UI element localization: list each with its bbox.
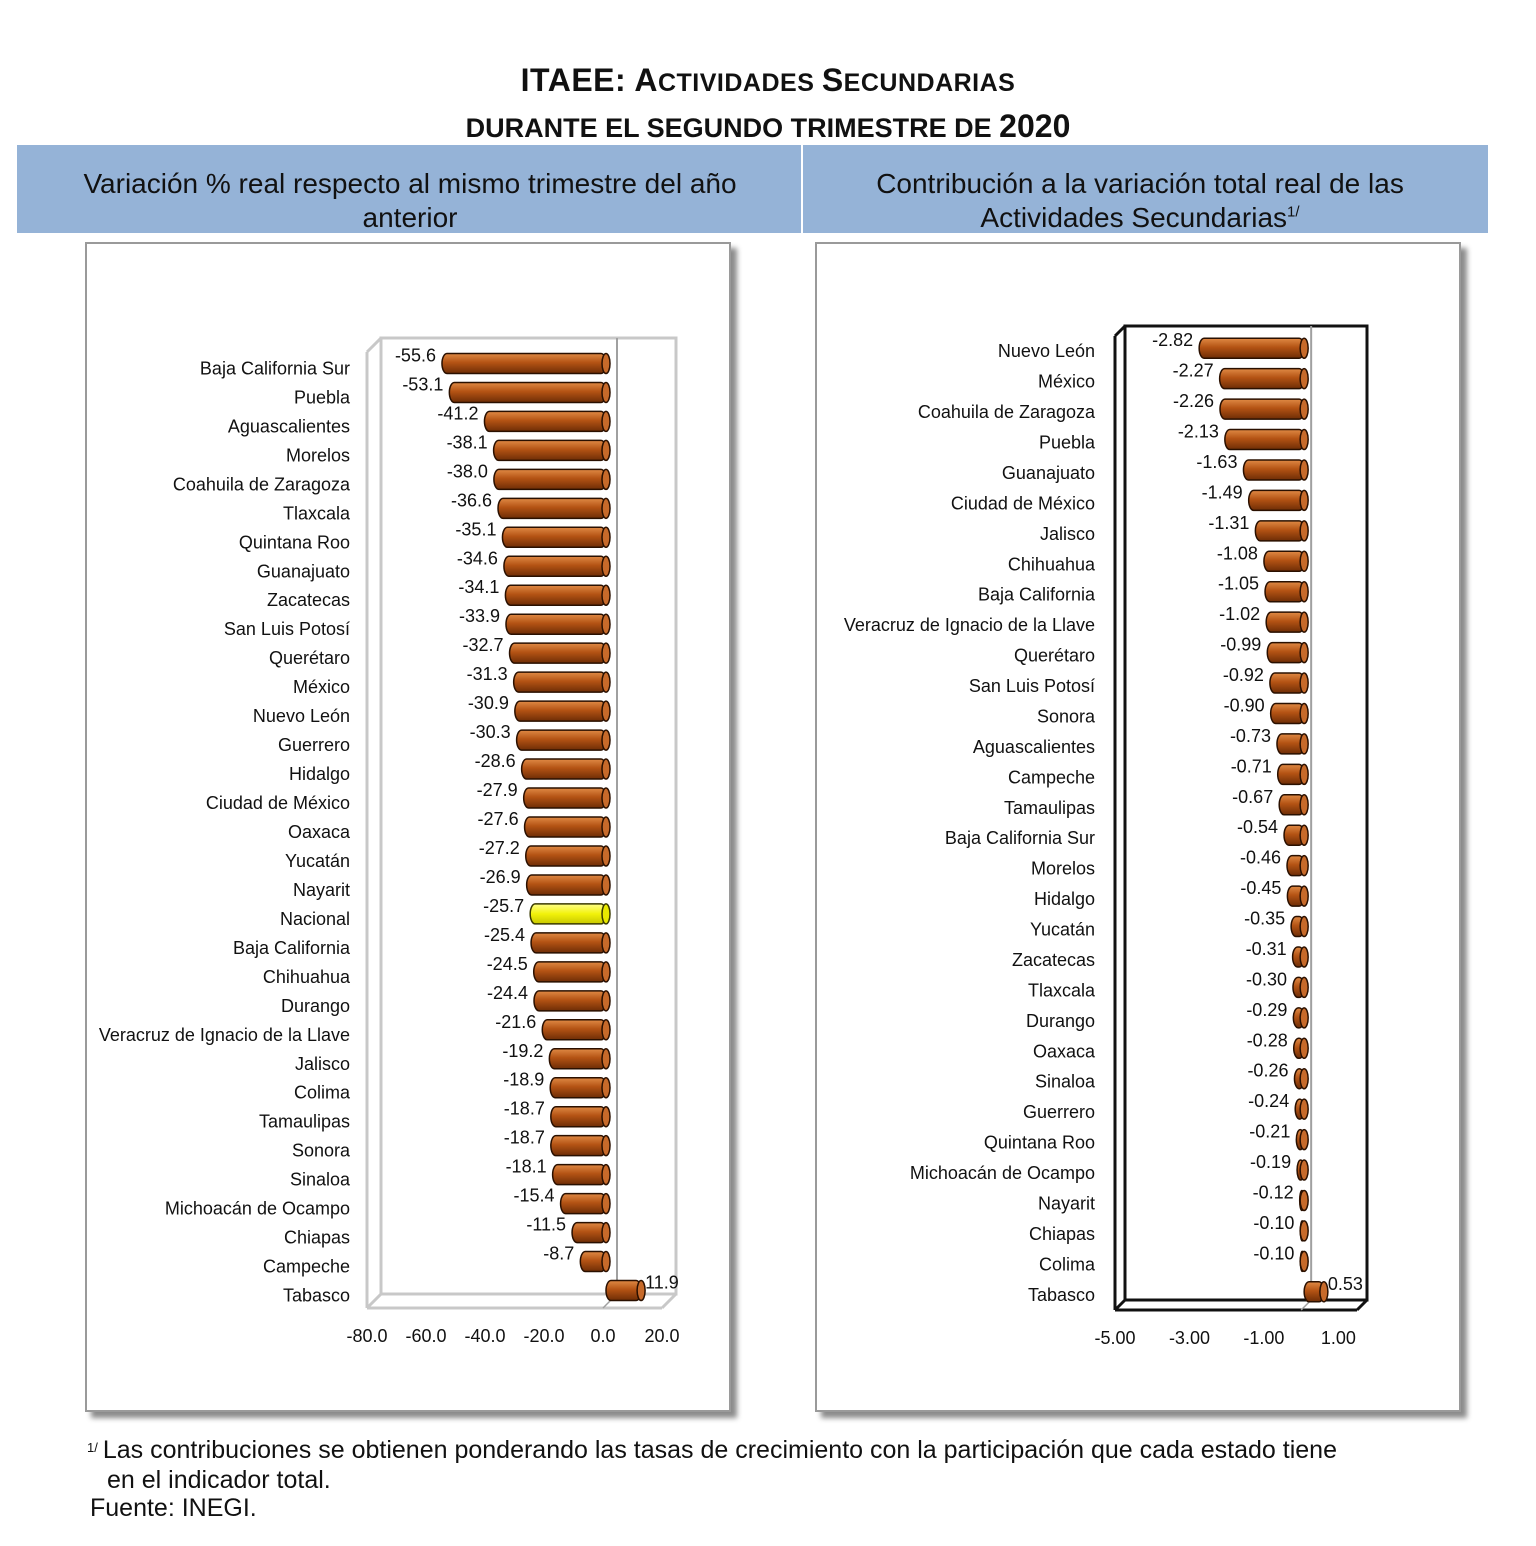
bar-baja-california-sur bbox=[442, 353, 610, 373]
data-label: -2.82 bbox=[1152, 330, 1194, 351]
data-label: -15.4 bbox=[513, 1185, 555, 1206]
data-label: -11.5 bbox=[526, 1214, 567, 1235]
bar-yucatan bbox=[1291, 917, 1308, 937]
data-label: -18.9 bbox=[503, 1069, 545, 1090]
category-label: Jalisco bbox=[294, 1053, 350, 1074]
bar-san-luis-potosi bbox=[1270, 673, 1308, 693]
left-bar-chart bbox=[87, 244, 729, 1410]
data-label: -18.7 bbox=[503, 1127, 545, 1148]
bar-nuevo-leon bbox=[1199, 338, 1308, 358]
bar-jalisco bbox=[1255, 521, 1308, 541]
bar-chiapas bbox=[572, 1223, 610, 1243]
bar-coahuila-de-zaragoza bbox=[494, 469, 610, 489]
bar-campeche bbox=[1278, 764, 1308, 784]
category-label: San Luis Potosí bbox=[223, 619, 350, 640]
category-label: Tlaxcala bbox=[282, 503, 350, 524]
data-label: -34.1 bbox=[458, 577, 500, 598]
category-label: Colima bbox=[1038, 1254, 1095, 1275]
data-label: -0.30 bbox=[1245, 969, 1287, 990]
data-label: -38.0 bbox=[446, 461, 488, 482]
bar-coahuila-de-zaragoza bbox=[1220, 399, 1308, 419]
category-label: Coahuila de Zaragoza bbox=[172, 474, 350, 495]
data-label: -33.9 bbox=[458, 606, 500, 627]
category-label: Campeche bbox=[1007, 767, 1095, 788]
bar-sinaloa bbox=[1294, 1069, 1308, 1089]
bar-guanajuato bbox=[1243, 460, 1308, 480]
data-label: -0.29 bbox=[1246, 999, 1288, 1020]
source-note: Fuente: INEGI. bbox=[90, 1494, 257, 1522]
bar-aguascalientes bbox=[484, 411, 610, 431]
data-label: -26.9 bbox=[479, 866, 521, 887]
category-label: Guerrero bbox=[277, 735, 350, 756]
data-label: -24.5 bbox=[486, 953, 528, 974]
data-label: -0.92 bbox=[1222, 665, 1264, 686]
data-label: -1.08 bbox=[1216, 543, 1258, 564]
category-label: Baja California Sur bbox=[199, 358, 350, 379]
category-label: Zacatecas bbox=[1011, 949, 1095, 970]
data-label: -2.27 bbox=[1172, 360, 1214, 381]
category-label: Puebla bbox=[293, 387, 350, 408]
data-label: -1.05 bbox=[1218, 573, 1260, 594]
data-label: -0.19 bbox=[1250, 1152, 1292, 1173]
category-label: Guanajuato bbox=[1001, 462, 1095, 483]
bar-baja-california-sur bbox=[1284, 825, 1308, 845]
bar-campeche bbox=[580, 1252, 610, 1272]
data-label: -41.2 bbox=[437, 403, 479, 424]
category-label: Campeche bbox=[262, 1256, 350, 1277]
data-label: -0.10 bbox=[1253, 1212, 1295, 1233]
data-label: -24.4 bbox=[486, 982, 529, 1003]
category-label: Veracruz de Ignacio de la Llave bbox=[843, 615, 1095, 636]
category-label: Aguascalientes bbox=[972, 736, 1095, 757]
bar-queretaro bbox=[510, 643, 610, 663]
bar-chiapas bbox=[1300, 1221, 1308, 1241]
bar-guanajuato bbox=[504, 556, 610, 576]
x-tick-label: -20.0 bbox=[523, 1326, 565, 1346]
bar-puebla bbox=[449, 382, 610, 402]
data-label: -28.6 bbox=[474, 751, 516, 772]
bar-ciudad-de-mexico bbox=[1249, 490, 1308, 510]
category-label: Nayarit bbox=[292, 879, 350, 900]
data-label: -34.6 bbox=[456, 548, 498, 569]
bar-guerrero bbox=[517, 730, 610, 750]
category-label: México bbox=[1037, 371, 1095, 392]
category-label: Chihuahua bbox=[1007, 554, 1095, 575]
x-tick-label: 1.00 bbox=[1320, 1328, 1356, 1348]
category-label: Tlaxcala bbox=[1027, 980, 1095, 1001]
data-label: -0.12 bbox=[1252, 1182, 1294, 1203]
bar-oaxaca bbox=[525, 817, 610, 837]
x-tick-label: 20.0 bbox=[644, 1326, 680, 1346]
bar-morelos bbox=[1287, 856, 1308, 876]
bar-veracruz-de-ignacio-de-la-llave bbox=[1266, 612, 1308, 632]
category-label: Nuevo León bbox=[252, 706, 350, 727]
category-label: Ciudad de México bbox=[205, 793, 350, 814]
right-chart-panel bbox=[815, 242, 1461, 1412]
data-label: -0.46 bbox=[1239, 847, 1282, 868]
category-label: Quintana Roo bbox=[983, 1132, 1095, 1153]
category-label: Chiapas bbox=[1028, 1223, 1095, 1244]
data-label: -0.90 bbox=[1223, 695, 1265, 716]
data-label: -1.31 bbox=[1208, 512, 1250, 533]
category-label: Nuevo León bbox=[997, 341, 1095, 362]
data-label: 0.53 bbox=[1327, 1273, 1363, 1294]
bar-durango bbox=[1293, 1008, 1308, 1028]
data-label: -0.24 bbox=[1248, 1091, 1290, 1112]
data-label: -8.7 bbox=[543, 1243, 575, 1264]
subtitle: DURANTE EL SEGUNDO TRIMESTRE DE 2020 bbox=[465, 108, 1071, 144]
bar-michoacan-de-ocampo bbox=[1297, 1160, 1308, 1180]
category-label: San Luis Potosí bbox=[968, 676, 1095, 697]
data-label: -18.1 bbox=[505, 1156, 547, 1177]
data-label: 11.9 bbox=[645, 1272, 679, 1293]
data-label: -0.21 bbox=[1249, 1121, 1291, 1142]
bar-tamaulipas bbox=[551, 1107, 610, 1127]
data-label: -31.3 bbox=[466, 664, 508, 685]
bar-tlaxcala bbox=[498, 498, 610, 518]
category-label: Sinaloa bbox=[1034, 1071, 1095, 1092]
x-tick-label: -5.00 bbox=[1094, 1328, 1136, 1348]
x-tick-label: -1.00 bbox=[1243, 1328, 1285, 1348]
bar-oaxaca bbox=[1294, 1038, 1308, 1058]
category-label: Veracruz de Ignacio de la Llave bbox=[98, 1024, 350, 1045]
data-label: -1.49 bbox=[1201, 482, 1243, 503]
bar-morelos bbox=[494, 440, 610, 460]
bar-chihuahua bbox=[1264, 551, 1308, 571]
category-label: Hidalgo bbox=[1033, 889, 1095, 910]
data-label: -25.7 bbox=[483, 895, 525, 916]
category-label: Zacatecas bbox=[266, 590, 350, 611]
category-label: Tamaulipas bbox=[1003, 797, 1095, 818]
category-label: Colima bbox=[293, 1082, 350, 1103]
bar-yucatan bbox=[526, 846, 610, 866]
x-tick-label: 0.0 bbox=[590, 1326, 616, 1346]
category-label: Tabasco bbox=[1027, 1284, 1095, 1305]
bar-queretaro bbox=[1267, 643, 1308, 663]
bar-aguascalientes bbox=[1277, 734, 1308, 754]
bar-durango bbox=[534, 991, 610, 1011]
footnote-ref: 1/ bbox=[1287, 203, 1300, 221]
data-label: -30.9 bbox=[467, 693, 509, 714]
category-label: Oaxaca bbox=[1032, 1041, 1095, 1062]
data-label: -53.1 bbox=[402, 374, 444, 395]
category-label: Yucatán bbox=[284, 850, 350, 871]
data-label: -21.6 bbox=[495, 1011, 537, 1032]
data-label: -0.67 bbox=[1232, 786, 1274, 807]
main-title: ITAEE: ACTIVIDADES SECUNDARIAS bbox=[520, 62, 1016, 98]
category-label: Guanajuato bbox=[256, 561, 350, 582]
data-label: -36.6 bbox=[450, 490, 493, 511]
category-label: Aguascalientes bbox=[227, 416, 350, 437]
footnote: $^{1/}$ Las contribuciones se obtienen ponderando las tasas de crecimiento con la participación que cada estado tiene en el indicador total. bbox=[87, 1436, 1337, 1494]
category-label: Morelos bbox=[285, 445, 350, 466]
category-label: Michoacán de Ocampo bbox=[164, 1198, 350, 1219]
left-chart-panel bbox=[85, 242, 731, 1412]
x-tick-label: -80.0 bbox=[346, 1326, 388, 1346]
data-label: -0.35 bbox=[1244, 908, 1286, 929]
right-bar-chart bbox=[817, 244, 1459, 1410]
category-label: Tamaulipas bbox=[258, 1111, 350, 1132]
category-label: Oaxaca bbox=[287, 822, 350, 842]
bar-michoacan-de-ocampo bbox=[561, 1194, 610, 1214]
bar-chihuahua bbox=[534, 962, 610, 982]
category-label: Chiapas bbox=[283, 1227, 350, 1248]
category-label: Puebla bbox=[1038, 432, 1095, 453]
category-label: Sonora bbox=[1036, 706, 1095, 727]
category-label: Sinaloa bbox=[289, 1169, 350, 1190]
bar-san-luis-potosi bbox=[506, 614, 610, 634]
x-tick-label: -60.0 bbox=[405, 1326, 447, 1346]
category-label: Sonora bbox=[291, 1140, 350, 1161]
bar-mexico bbox=[1220, 369, 1309, 389]
x-tick-label: -40.0 bbox=[464, 1326, 506, 1346]
data-label: -27.6 bbox=[477, 809, 519, 829]
bar-sonora bbox=[551, 1136, 610, 1156]
category-label: Ciudad de México bbox=[950, 493, 1095, 514]
category-label: Coahuila de Zaragoza bbox=[917, 402, 1095, 423]
bar-mexico bbox=[514, 672, 610, 692]
bar-quintana-roo bbox=[502, 527, 610, 547]
bar-tamaulipas bbox=[1279, 795, 1308, 815]
bar-tlaxcala bbox=[1293, 977, 1308, 997]
category-label: Jalisco bbox=[1039, 523, 1095, 544]
bar-sinaloa bbox=[553, 1165, 610, 1185]
bar-hidalgo bbox=[1287, 886, 1308, 906]
data-label: -0.26 bbox=[1247, 1060, 1289, 1081]
data-label: -0.28 bbox=[1246, 1030, 1288, 1051]
data-label: -32.7 bbox=[462, 635, 504, 656]
data-label: -0.54 bbox=[1237, 817, 1279, 838]
bar-guerrero bbox=[1295, 1099, 1308, 1119]
category-label: Hidalgo bbox=[288, 764, 350, 785]
bar-nacional bbox=[530, 904, 610, 924]
bar-zacatecas bbox=[1293, 947, 1309, 967]
data-label: -30.3 bbox=[469, 722, 511, 743]
data-label: -2.13 bbox=[1177, 421, 1219, 442]
bar-tabasco bbox=[606, 1281, 645, 1301]
data-label: -27.2 bbox=[478, 837, 520, 858]
category-label: México bbox=[292, 677, 350, 698]
category-label: Tabasco bbox=[282, 1285, 350, 1306]
bar-nuevo-leon bbox=[515, 701, 610, 721]
data-label: -1.63 bbox=[1196, 451, 1238, 472]
x-tick-label: -3.00 bbox=[1168, 1328, 1210, 1348]
data-label: -38.1 bbox=[446, 432, 488, 453]
category-label: Nayarit bbox=[1037, 1193, 1095, 1214]
category-label: Quintana Roo bbox=[238, 532, 350, 553]
data-label: -0.73 bbox=[1229, 725, 1271, 746]
category-label: Querétaro bbox=[268, 648, 350, 669]
bar-hidalgo bbox=[522, 759, 610, 779]
category-label: Nacional bbox=[279, 908, 350, 929]
bar-nayarit bbox=[1300, 1190, 1308, 1210]
category-label: Querétaro bbox=[1013, 645, 1095, 666]
category-label: Baja California bbox=[977, 584, 1095, 605]
data-label: -55.6 bbox=[394, 345, 436, 366]
bar-colima bbox=[550, 1078, 610, 1098]
data-label: -0.99 bbox=[1220, 634, 1262, 655]
bar-colima bbox=[1300, 1251, 1308, 1271]
category-label: Yucatán bbox=[1029, 919, 1095, 940]
left-chart-header: Variación % real respecto al mismo trimestre del año anterior bbox=[83, 168, 737, 233]
right-chart-header: Contribución a la variación total real de las Actividades Secundarias$^{1/}$ bbox=[876, 168, 1404, 233]
data-label: -0.45 bbox=[1240, 878, 1282, 899]
data-label: -0.71 bbox=[1230, 756, 1272, 777]
data-label: -1.02 bbox=[1219, 604, 1261, 625]
data-label: -2.26 bbox=[1172, 391, 1215, 412]
category-label: Chihuahua bbox=[262, 966, 350, 987]
data-label: -18.7 bbox=[503, 1098, 545, 1119]
bar-veracruz-de-ignacio-de-la-llave bbox=[542, 1020, 610, 1040]
bar-jalisco bbox=[549, 1049, 610, 1069]
data-label: -27.9 bbox=[476, 780, 518, 801]
bar-quintana-roo bbox=[1296, 1130, 1308, 1150]
category-label: Baja California Sur bbox=[944, 828, 1095, 849]
bar-ciudad-de-mexico bbox=[524, 788, 610, 808]
category-label: Morelos bbox=[1030, 858, 1095, 879]
data-label: -35.1 bbox=[455, 519, 497, 540]
bar-puebla bbox=[1225, 430, 1308, 450]
data-label: -0.10 bbox=[1253, 1243, 1295, 1264]
data-label: -19.2 bbox=[502, 1040, 544, 1061]
bar-zacatecas bbox=[505, 585, 610, 605]
category-label: Michoacán de Ocampo bbox=[909, 1163, 1095, 1184]
bar-sonora bbox=[1271, 703, 1309, 723]
bar-baja-california bbox=[531, 933, 610, 953]
data-label: -25.4 bbox=[484, 924, 526, 945]
category-label: Baja California bbox=[232, 937, 350, 958]
data-label: -0.31 bbox=[1245, 938, 1287, 959]
category-label: Durango bbox=[1025, 1010, 1095, 1031]
category-label: Guerrero bbox=[1022, 1102, 1095, 1123]
bar-baja-california bbox=[1265, 582, 1308, 602]
bar-nayarit bbox=[527, 875, 610, 895]
category-label: Durango bbox=[280, 995, 350, 1016]
bar-tabasco bbox=[1304, 1282, 1328, 1302]
